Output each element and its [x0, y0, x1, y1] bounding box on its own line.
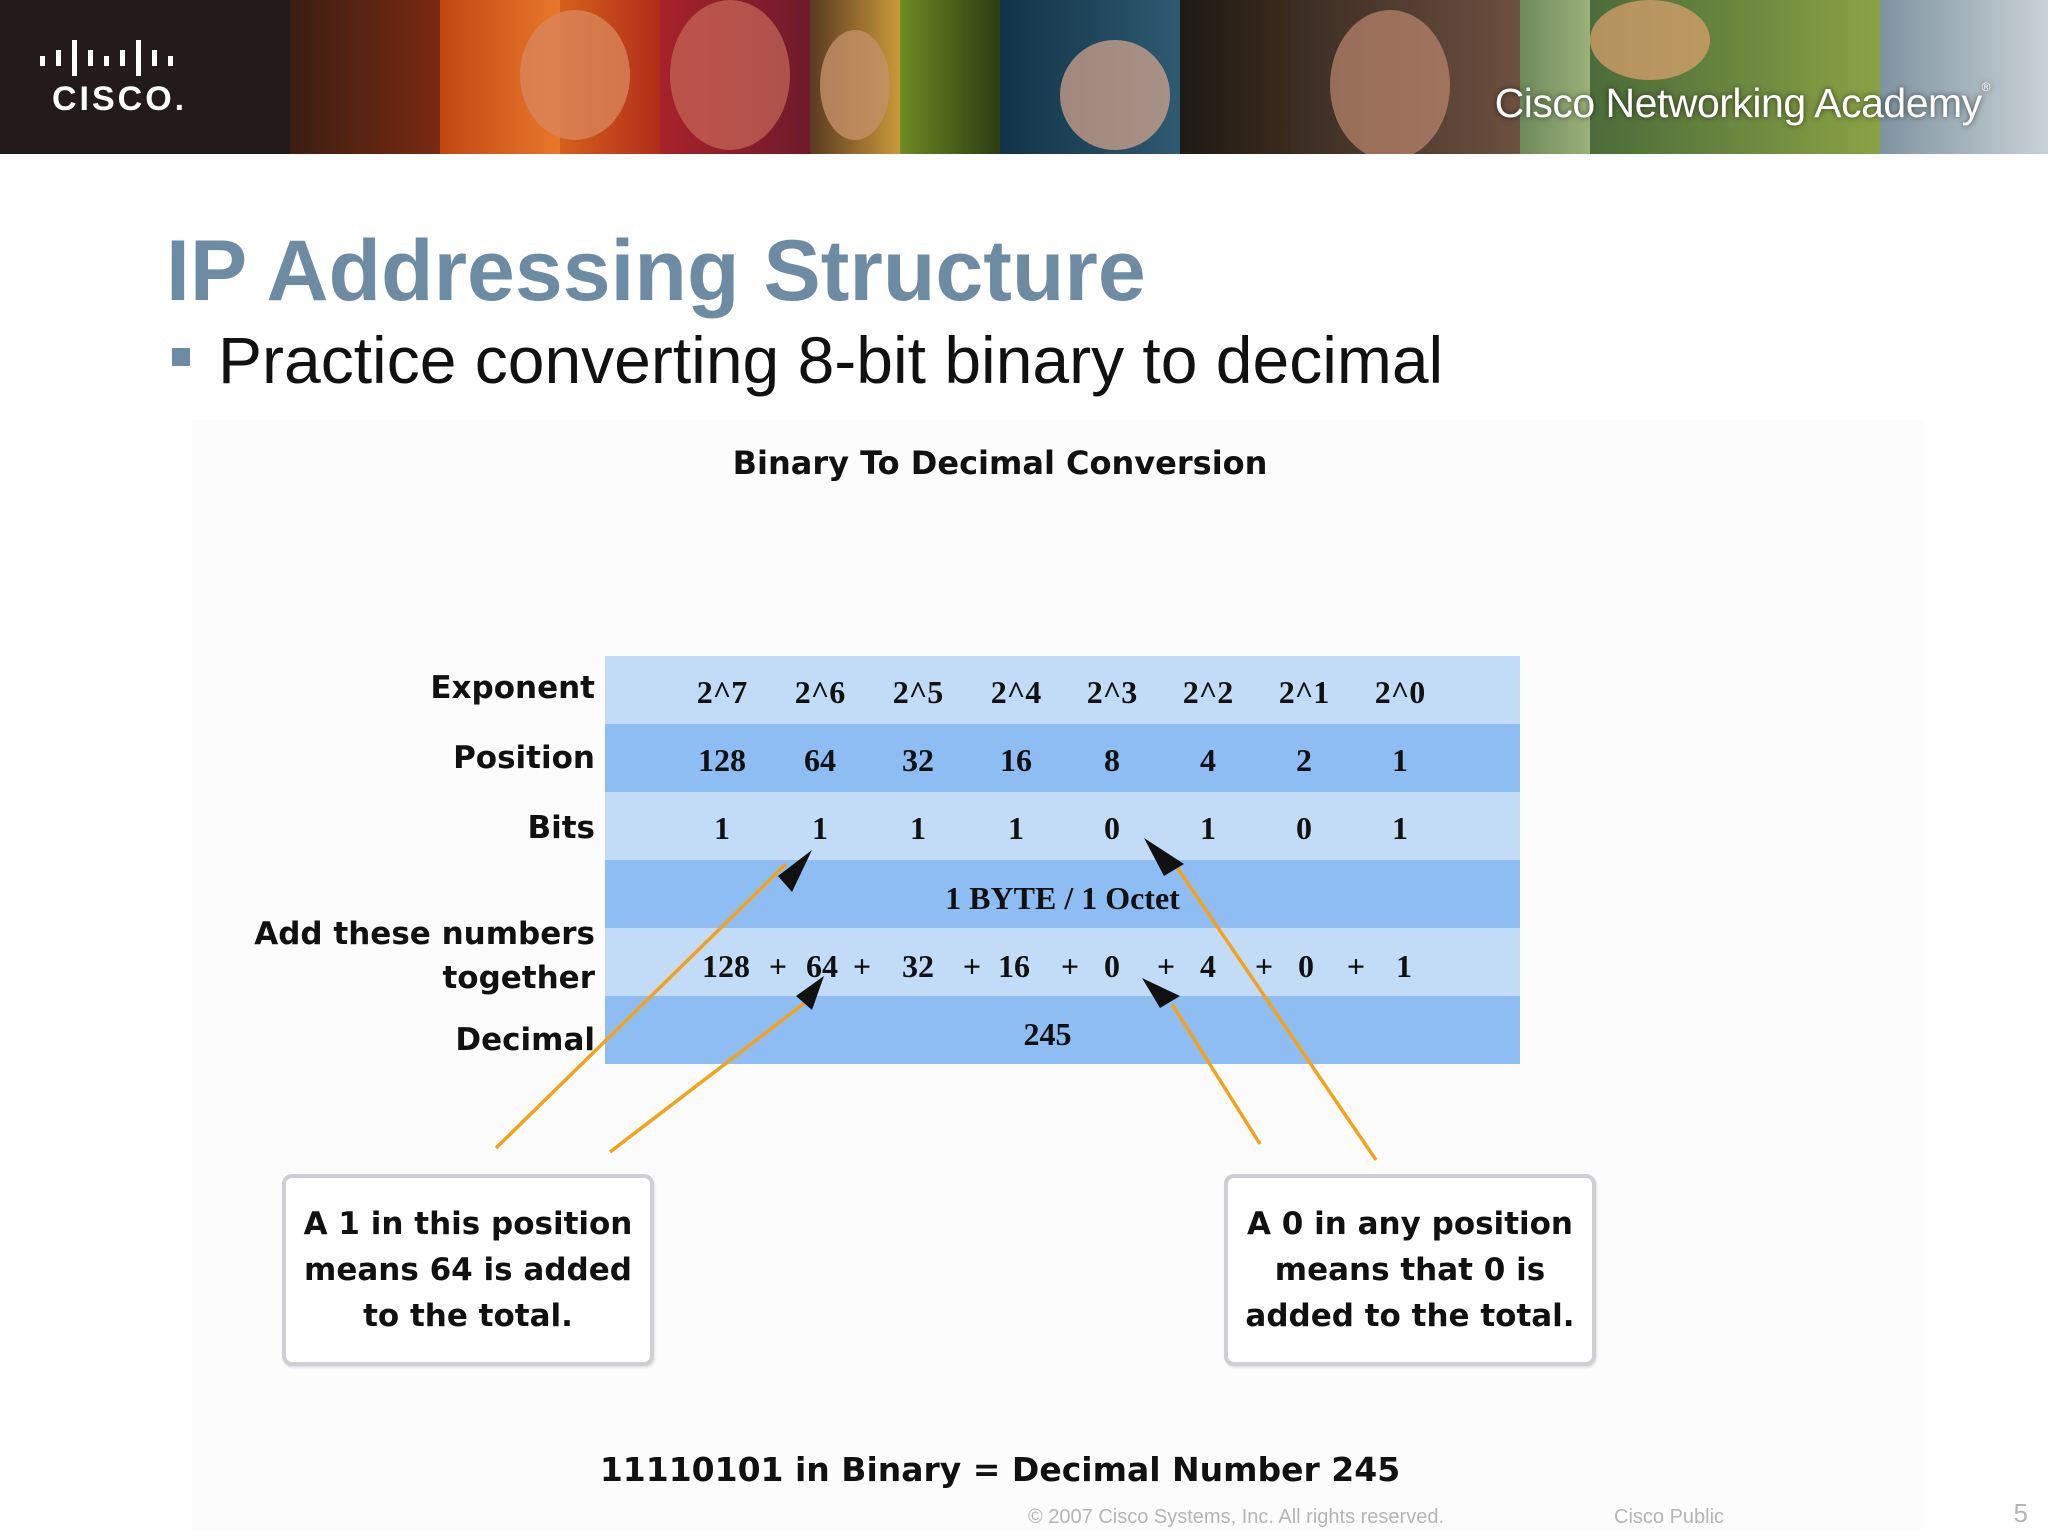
- arrowhead-icon: [778, 850, 812, 892]
- plus-sign: +: [962, 948, 982, 984]
- sum-term: 0: [1298, 948, 1314, 984]
- bit-cell: 1: [1392, 810, 1408, 846]
- position-cell: 64: [804, 742, 836, 778]
- arrow-to-sum-0: [1172, 1004, 1260, 1144]
- bit-cell: 1: [1008, 810, 1024, 846]
- sum-term: 4: [1200, 948, 1216, 984]
- exponent-cell: 2^3: [1086, 674, 1138, 710]
- exponent-cell: 2^6: [794, 674, 846, 710]
- add-label-line1: Add these numbers: [254, 916, 595, 952]
- cisco-logo-text: CISCO.: [52, 80, 188, 118]
- sum-term: 0: [1104, 948, 1120, 984]
- position-cell: 32: [902, 742, 934, 778]
- decimal-label: Decimal: [455, 1022, 595, 1058]
- exponent-cell: 2^4: [990, 674, 1042, 710]
- plus-sign: +: [1060, 948, 1080, 984]
- footer-copyright: © 2007 Cisco Systems, Inc. All rights reserved.: [1028, 1506, 1445, 1528]
- page-number: 5: [2013, 1498, 2028, 1528]
- arrow-to-bit-0: [1176, 866, 1376, 1160]
- bit-cell: 0: [1104, 810, 1120, 846]
- arrow-to-sum-64: [610, 1002, 806, 1152]
- footer-classification: Cisco Public: [1614, 1506, 1725, 1528]
- bit-cell: 1: [714, 810, 730, 846]
- academy-name: Cisco Networking Academy®: [1494, 80, 1990, 126]
- plus-sign: +: [1254, 948, 1274, 984]
- sum-term: 64: [806, 948, 838, 984]
- position-label: Position: [453, 740, 595, 776]
- diagram-title: Binary To Decimal Conversion: [732, 444, 1268, 482]
- sum-term: 16: [998, 948, 1030, 984]
- exponent-label: Exponent: [430, 670, 595, 706]
- position-cell: 1: [1392, 742, 1408, 778]
- exponent-cell: 2^2: [1182, 674, 1234, 710]
- exponent-cell: 2^7: [696, 674, 748, 710]
- callout-one-bit: A 1 in this position means 64 is added to the total.: [282, 1174, 654, 1366]
- plus-sign: +: [1156, 948, 1176, 984]
- decimal-value: 245: [1023, 1016, 1072, 1052]
- bit-cell: 1: [910, 810, 926, 846]
- sum-term: 1: [1396, 948, 1412, 984]
- plus-sign: +: [852, 948, 872, 984]
- bit-cell: 0: [1296, 810, 1312, 846]
- sum-term: 128: [702, 948, 750, 984]
- position-cell: 16: [1000, 742, 1032, 778]
- bit-cell: 1: [812, 810, 828, 846]
- plus-sign: +: [1346, 948, 1366, 984]
- exponent-cell: 2^0: [1374, 674, 1426, 710]
- result-statement: 11110101 in Binary = Decimal Number 245: [599, 1450, 1401, 1489]
- position-cell: 4: [1200, 742, 1216, 778]
- plus-sign: +: [768, 948, 788, 984]
- exponent-cell: 2^1: [1278, 674, 1330, 710]
- byte-label: 1 BYTE / 1 Octet: [945, 880, 1180, 916]
- slide-title: IP Addressing Structure: [166, 223, 1146, 319]
- arrowhead-icon: [1142, 978, 1180, 1008]
- position-cell: 8: [1104, 742, 1120, 778]
- position-cell: 2: [1296, 742, 1312, 778]
- bit-cell: 1: [1200, 810, 1216, 846]
- sum-term: 32: [902, 948, 934, 984]
- add-label-line2: together: [442, 960, 595, 996]
- exponent-cell: 2^5: [892, 674, 944, 710]
- bullet-text: Practice converting 8-bit binary to decimal: [218, 323, 1444, 397]
- callout-zero-bit: A 0 in any position means that 0 is added to the total.: [1224, 1174, 1596, 1366]
- position-cell: 128: [698, 742, 746, 778]
- arrow-to-bit-64: [496, 864, 786, 1148]
- bits-label: Bits: [527, 810, 595, 846]
